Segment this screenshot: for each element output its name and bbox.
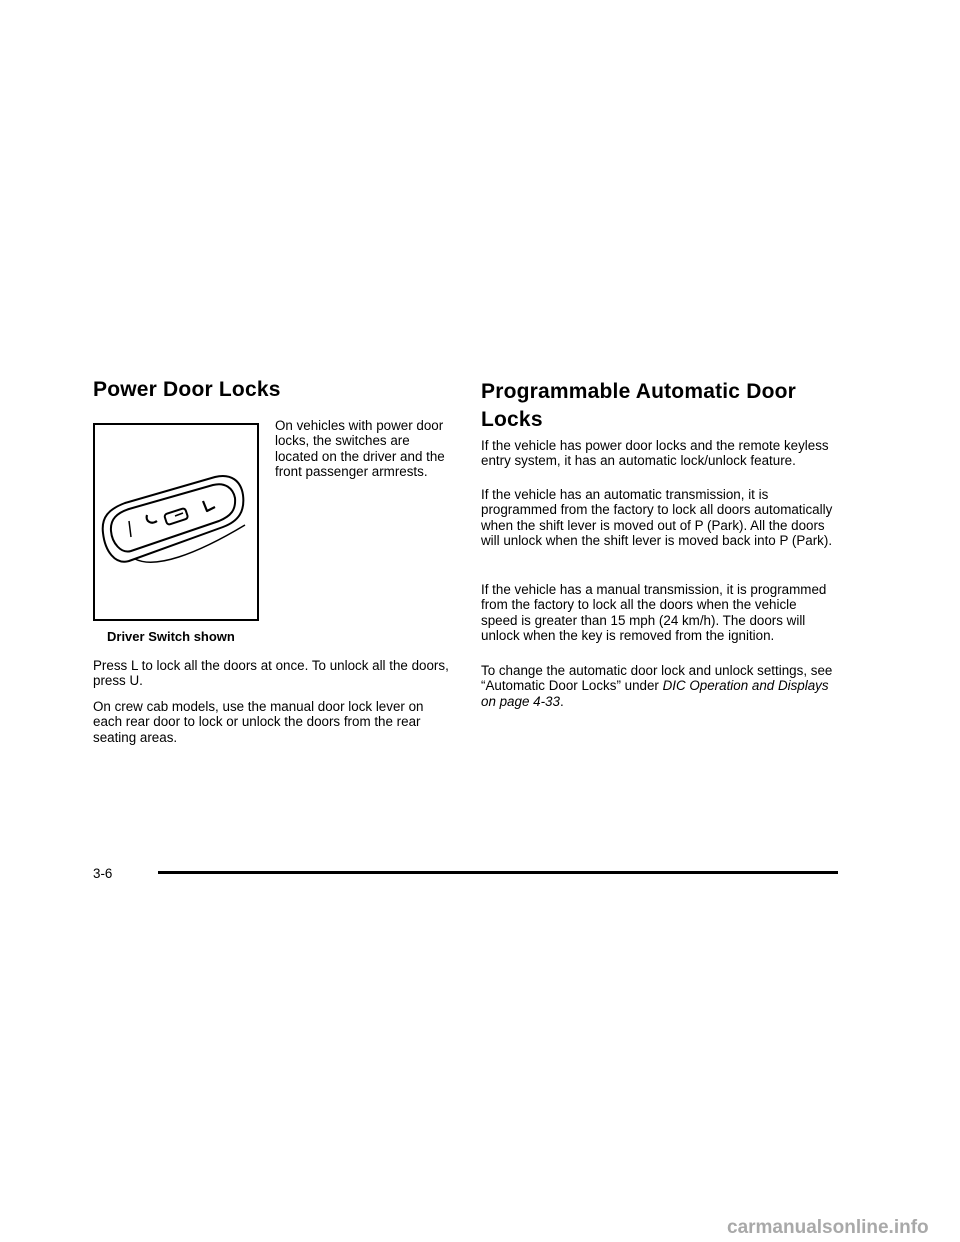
paragraph: Press L to lock all the doors at once. To unlock all the doors, press U. <box>93 658 449 689</box>
paragraph-cross-reference <box>481 663 836 709</box>
figure-description: On vehicles with power door locks, the switches are located on the driver and the front passenger armrests. <box>275 418 445 480</box>
paragraph-text: . <box>559 693 564 709</box>
cross-reference-link[interactable]: DIC Operation and Displays on page 4-33 <box>481 678 829 709</box>
paragraph: If the vehicle has a manual transmission, it is programmed from the factory to lock all the doors when the vehicle speed is greater than 15 mph (24 km/h). The doors will unlock when the key is removed from the ignition. <box>481 582 827 644</box>
footer-rule <box>158 871 838 874</box>
door-lock-switch-icon <box>95 425 257 619</box>
section-heading-programmable-automatic-door-locks: Programmable Automatic Door Locks <box>481 380 797 431</box>
watermark: carmanualsonline.info <box>727 1217 929 1238</box>
paragraph: If the vehicle has an automatic transmission, it is programmed from the factory to lock all doors automatically when the shift lever is moved out of P (Park). All the doors will unlock when the shift lever is moved back into P (Park). <box>481 487 833 549</box>
section-heading-power-door-locks: Power Door Locks <box>93 378 281 401</box>
page-number: 3-6 <box>93 866 113 881</box>
switch-illustration <box>93 423 259 621</box>
paragraph: If the vehicle has power door locks and the remote keyless entry system, it has an automatic lock/unlock feature. <box>481 438 829 469</box>
paragraph-text: To change the automatic door lock and unlock settings, see “Automatic Door Locks” under <box>481 663 833 694</box>
figure-caption: Driver Switch shown <box>107 629 235 644</box>
paragraph: On crew cab models, use the manual door lock lever on each rear door to lock or unlock the doors from the rear seating areas. <box>93 699 424 745</box>
